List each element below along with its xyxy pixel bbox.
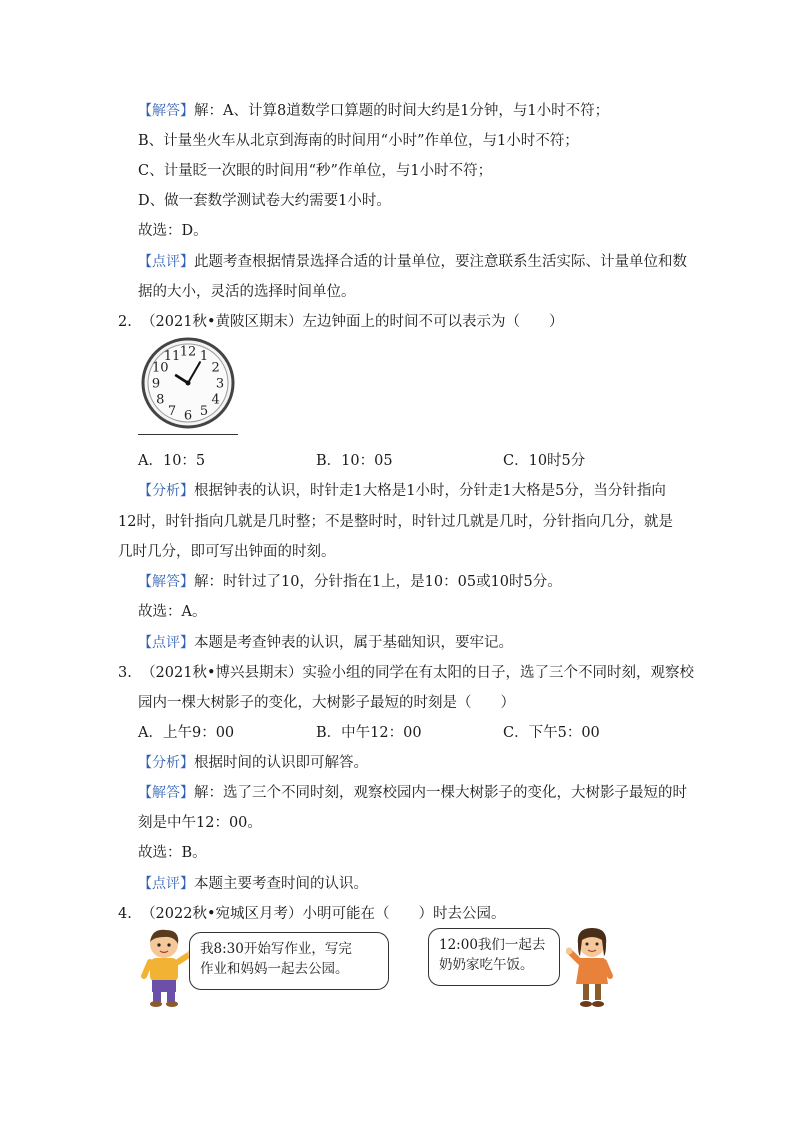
clock-number: 3 [215,376,225,392]
q3-analysis: 根据时间的认识即可解答。 [194,755,368,771]
q3-answer-line-1 [138,783,687,803]
analysis-tag: 【分析】 [138,483,194,499]
clock-number: 9 [151,376,161,392]
q3-option-c: C．下午5：00 [503,725,600,741]
comment-tag: 【点评】 [138,254,194,270]
q3-analysis-line [138,753,368,773]
q1-answer-d: D、做一套数学测试卷大约需要1小时。 [138,193,391,209]
speech-bubble-right [428,928,560,986]
q1-answer-line-a [138,101,609,121]
q2-number: 2. [118,314,132,330]
q1-answer-b: B、计量坐火车从北京到海南的时间用“小时”作单位，与1小时不符； [138,133,579,149]
q2-analysis-3: 几时几分，即可写出钟面的时刻。 [118,544,336,560]
clock-number: 2 [211,360,220,376]
q1-comment-1: 此题考查根据情景选择合适的计量单位，要注意联系生活实际、计量单位和数 [194,254,687,270]
clock-number: 6 [183,408,193,424]
clock-number: 10 [152,360,169,376]
q2-answer-line [138,572,562,592]
q2-choose: 故选：A。 [138,604,207,620]
q1-comment-2: 据的大小，灵活的选择时间单位。 [138,284,356,300]
clock-number: 1 [199,348,209,364]
clock-number: 7 [167,404,177,420]
q3-answer-1: 解：选了三个不同时刻，观察校园内一棵大树影子的变化，大树影子最短的时 [194,785,687,801]
clock-underline [138,434,238,435]
boy-illustration [138,928,194,1008]
answer-tag: 【解答】 [138,785,194,801]
q1-comment-line-1 [138,252,687,272]
clock-face [140,336,240,432]
q1-answer-a: 解：A、计算8道数学口算题的时间大约是1分钟，与1小时不符； [194,103,610,119]
answer-tag: 【解答】 [138,574,194,590]
analysis-tag: 【分析】 [138,755,194,771]
q3-stem-line-1 [118,663,694,683]
q2-stem: （2021秋•黄陂区期末）左边钟面上的时间不可以表示为（ ） [141,314,564,330]
q1-choose: 故选：D。 [138,223,208,239]
q3-stem-1: （2021秋•博兴县期末）实验小组的同学在有太阳的日子，选了三个不同时刻，观察校 [141,665,695,681]
q4-number: 4. [118,906,132,922]
q2-comment-line [138,633,513,653]
speech-bubble-left [189,932,389,990]
bubble-left-line-2: 作业和妈妈一起去公园。 [200,961,349,977]
q2-option-c: C．10时5分 [503,453,586,469]
girl-illustration [566,926,616,1010]
answer-tag: 【解答】 [138,103,194,119]
q2-analysis-line-1 [138,481,666,501]
comment-tag: 【点评】 [138,876,194,892]
q2-comment: 本题是考查钟表的认识，属于基础知识，要牢记。 [194,635,513,651]
q2-answer: 解：时针过了10，分针指在1上，是10：05或10时5分。 [194,574,562,590]
clock-number: 5 [199,404,209,420]
clock-number: 8 [156,392,165,408]
q3-number: 3. [118,665,132,681]
bubble-right-line-2: 奶奶家吃午饭。 [439,957,534,973]
clock-number: 4 [211,392,220,408]
clock-number: 12 [179,344,197,360]
q3-answer-2: 刻是中午12：00。 [138,815,262,831]
q1-answer-c: C、计量眨一次眼的时间用“秒”作单位，与1小时不符； [138,163,493,179]
q3-comment: 本题主要考查时间的认识。 [194,876,368,892]
q2-option-a: A．10：5 [138,453,206,469]
q3-choose: 故选：B。 [138,845,207,861]
comment-tag: 【点评】 [138,635,194,651]
q4-stem: （2022秋•宛城区月考）小明可能在（ ）时去公园。 [141,906,506,922]
q2-stem-line [118,312,564,332]
q2-analysis-1: 根据钟表的认识，时针走1大格是1小时，分针走1大格是5分，当分针指向 [194,483,666,499]
q3-comment-line [138,874,368,894]
bubble-left-line-1: 我8:30开始写作业，写完 [200,941,352,957]
bubble-right-line-1: 12:00我们一起去 [439,937,546,953]
q3-option-a: A．上午9：00 [138,725,235,741]
q2-analysis-2: 12时，时针指向几就是几时整；不是整时时，时针过几就是几时，分针指向几分，就是 [118,514,673,530]
q4-stem-line [118,904,506,924]
clock-number: 11 [163,348,181,364]
q3-option-b: B．中午12：00 [316,725,422,741]
q2-option-b: B．10：05 [316,453,393,469]
q3-stem-2: 园内一棵大树影子的变化，大树影子最短的时刻是（ ） [138,695,515,711]
